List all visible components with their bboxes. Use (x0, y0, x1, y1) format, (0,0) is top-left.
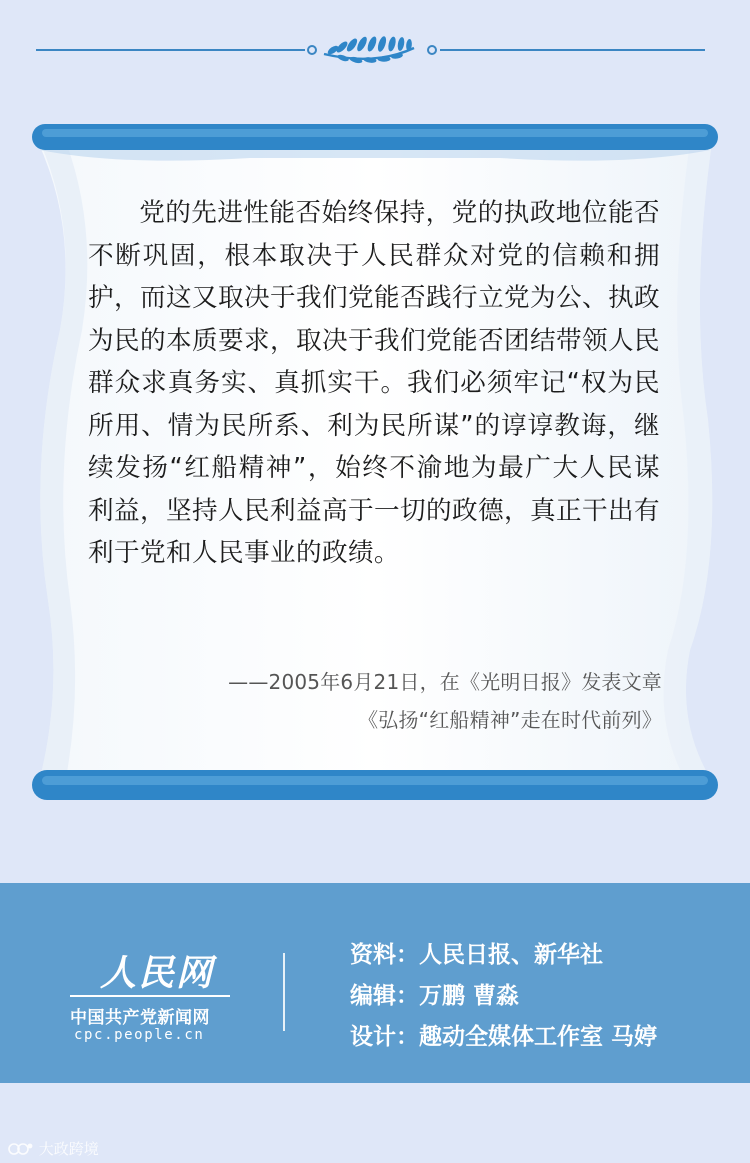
credit-source: 资料：人民日报、新华社 (350, 942, 603, 968)
watermark-logo-icon (8, 1141, 34, 1157)
ornament-dot-right (428, 46, 436, 54)
laurel-icon (324, 35, 414, 64)
watermark (8, 1138, 99, 1159)
logo-script: 人民网 (100, 952, 215, 994)
people-cn-logo[interactable] (70, 945, 250, 1045)
quote-source-article: 《弘扬“红船精神”走在时代前列》 (358, 708, 662, 732)
footer-bar (0, 883, 750, 1083)
logo-url: cpc.people.cn (74, 1027, 205, 1043)
scroll-top-roller (32, 124, 718, 161)
logo-rule (70, 995, 230, 997)
ornament-dot-left (308, 46, 316, 54)
credit-editor: 编辑：万鹏 曹淼 (350, 983, 520, 1009)
footer-divider (283, 953, 285, 1031)
quote-text: 党的先进性能否始终保持，党的执政地位能否不断巩固，根本取决于人民群众对党的信赖和拥护，而这又取决于我们党能否践行立党为公、执政为民的本质要求，取决于我们党能否团结带领人民群众求真务实、真抓实干。我们必须牢记“权为民所用、情为民所系、利为民所谋”的谆谆教诲，继续发扬“红船精神”，始终不渝地为最广大人民谋利益，坚持人民利益高于一切的政德，真正干出有利于党和人民事业的政绩。 (88, 198, 660, 568)
watermark-text: 大政跨境 (38, 1140, 99, 1158)
quote-source-date: ——2005年6月21日，在《光明日报》发表文章 (228, 670, 662, 694)
credit-designer: 设计：趣动全媒体工作室 马婷 (350, 1024, 658, 1050)
credits-list (350, 935, 657, 1058)
logo-name: 中国共产党新闻网 (70, 1008, 210, 1028)
top-ornament (0, 0, 750, 100)
scroll-bottom-roller (32, 770, 718, 800)
